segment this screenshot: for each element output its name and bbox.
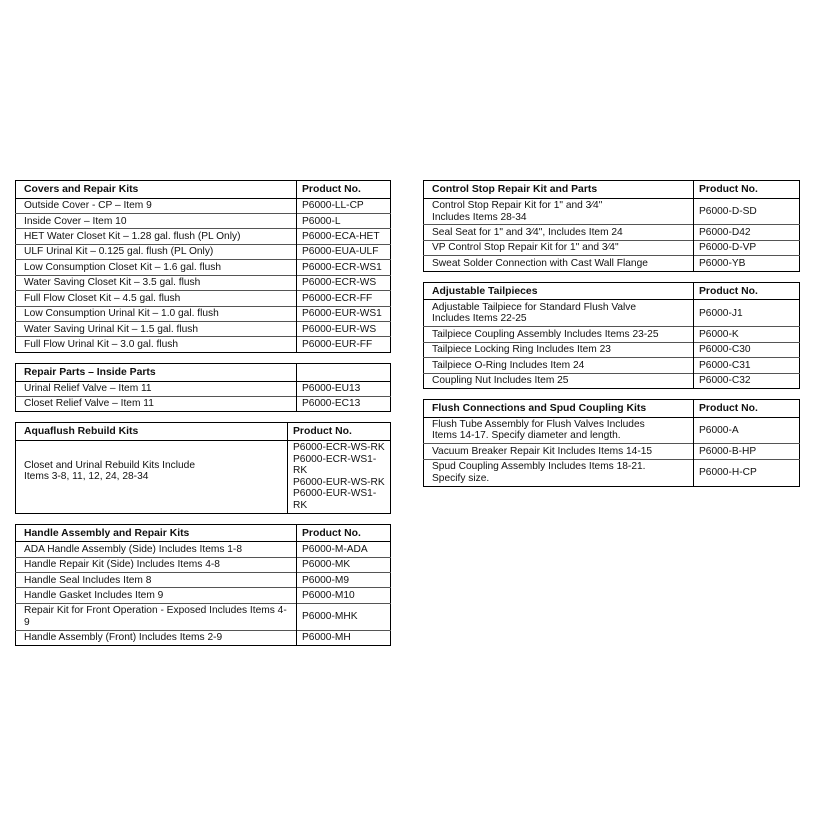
product-number: P6000-H-CP xyxy=(694,459,800,486)
table-row xyxy=(16,291,391,306)
part-description: Inside Cover – Item 10 xyxy=(16,214,297,229)
repair-parts-inside-parts-table xyxy=(15,363,391,412)
part-description: Seal Seat for 1" and 3⁄4", Includes Item 24 xyxy=(424,225,694,240)
table-row xyxy=(424,225,800,240)
part-description: Flush Tube Assembly for Flush Valves Includes Items 14-17. Specify diameter and length. xyxy=(432,419,645,442)
product-number: P6000-M-ADA xyxy=(297,542,391,557)
control-stop-repair-kit-and-parts-table xyxy=(423,180,800,272)
product-number: P6000-L xyxy=(297,214,391,229)
table-title: Repair Parts – Inside Parts xyxy=(16,363,297,381)
product-number: P6000-EUR-FF xyxy=(297,337,391,352)
product-number: P6000-LL-CP xyxy=(297,198,391,213)
handle-assembly-and-repair-kits-table xyxy=(15,524,391,647)
product-number: P6000-ECR-WS1 xyxy=(297,260,391,275)
table-row xyxy=(424,240,800,255)
left-column xyxy=(15,180,391,656)
part-description: Closet and Urinal Rebuild Kits Include Items 3-8, 11, 12, 24, 28-34 xyxy=(24,459,196,483)
product-number: P6000-MH xyxy=(297,630,391,645)
covers-and-repair-kits-table xyxy=(15,180,391,353)
table-row xyxy=(16,573,391,588)
part-description: Water Saving Urinal Kit – 1.5 gal. flush xyxy=(16,322,297,337)
product-no-header: Product No. xyxy=(297,181,391,199)
part-description: Outside Cover - CP – Item 9 xyxy=(24,200,152,212)
part-description: Handle Gasket Includes Item 9 xyxy=(16,588,297,603)
table-row xyxy=(424,300,800,327)
part-description: Spud Coupling Assembly Includes Items 18-21. Specify size. xyxy=(424,459,694,486)
table-row xyxy=(424,373,800,388)
table-row xyxy=(16,440,391,513)
product-no-header: Product No. xyxy=(694,282,800,300)
product-number: P6000-D42 xyxy=(694,225,800,240)
table-row xyxy=(16,322,391,337)
part-description: Handle Assembly (Front) Includes Items 2-9 xyxy=(16,630,297,645)
part-description: Water Saving Closet Kit – 3.5 gal. flush xyxy=(16,275,297,290)
table-row xyxy=(16,603,391,630)
part-description: Tailpiece Coupling Assembly Includes Items 23-25 xyxy=(424,327,694,342)
table-row xyxy=(424,327,800,342)
aquaflush-rebuild-kits-table xyxy=(15,422,391,513)
part-description: Vacuum Breaker Repair Kit Includes Items 14-15 xyxy=(424,444,694,459)
table-row xyxy=(16,630,391,645)
table-row xyxy=(424,459,800,486)
product-number: P6000-EUA-ULF xyxy=(297,244,391,259)
table-row xyxy=(16,542,391,557)
product-no-header xyxy=(297,363,391,381)
table-title: Aquaflush Rebuild Kits xyxy=(16,423,288,441)
product-number: P6000-MHK xyxy=(297,603,391,630)
table-row xyxy=(16,229,391,244)
table-title: Control Stop Repair Kit and Parts xyxy=(424,181,694,199)
table-row xyxy=(424,358,800,373)
product-number: P6000-EC13 xyxy=(297,396,391,411)
product-no-header: Product No. xyxy=(694,399,800,417)
table-row xyxy=(16,214,391,229)
product-number: P6000-C32 xyxy=(694,373,800,388)
table-row xyxy=(16,337,391,352)
table-row xyxy=(16,244,391,259)
part-description: Coupling Nut Includes Item 25 xyxy=(424,373,694,388)
part-description: VP Control Stop Repair Kit for 1" and 3⁄4" xyxy=(424,240,694,255)
product-number: P6000-ECR-FF xyxy=(297,291,391,306)
table-row xyxy=(16,306,391,321)
product-number: P6000-MK xyxy=(297,557,391,572)
product-number: P6000-A xyxy=(694,417,800,444)
product-number: P6000-C30 xyxy=(694,342,800,357)
part-description: Low Consumption Urinal Kit – 1.0 gal. flush xyxy=(16,306,297,321)
product-number: P6000-EU13 xyxy=(297,381,391,396)
product-number: P6000-ECA-HET xyxy=(297,229,391,244)
table-row xyxy=(424,198,800,225)
part-description: Handle Seal Includes Item 8 xyxy=(16,573,297,588)
product-no-header: Product No. xyxy=(288,423,391,441)
table-row xyxy=(16,260,391,275)
adjustable-tailpieces-table xyxy=(423,282,800,389)
table-row xyxy=(16,275,391,290)
part-description: Tailpiece O-Ring Includes Item 24 xyxy=(424,358,694,373)
part-description: Tailpiece Locking Ring Includes Item 23 xyxy=(424,342,694,357)
part-description: Full Flow Urinal Kit – 3.0 gal. flush xyxy=(16,337,297,352)
part-description: Urinal Relief Valve – Item 11 xyxy=(24,383,152,394)
product-number: P6000-YB xyxy=(694,256,800,271)
table-row xyxy=(424,342,800,357)
part-description: Full Flow Closet Kit – 4.5 gal. flush xyxy=(16,291,297,306)
product-number: P6000-J1 xyxy=(694,300,800,327)
table-title: Covers and Repair Kits xyxy=(16,181,297,199)
part-description: Adjustable Tailpiece for Standard Flush Valve Includes Items 22-25 xyxy=(432,301,637,325)
product-number: P6000-K xyxy=(694,327,800,342)
product-number: P6000-EUR-WS1 xyxy=(297,306,391,321)
table-row xyxy=(424,417,800,444)
product-number: P6000-M10 xyxy=(297,588,391,603)
table-row xyxy=(16,198,391,213)
product-number: P6000-D-VP xyxy=(694,240,800,255)
table-title: Flush Connections and Spud Coupling Kits xyxy=(424,399,694,417)
table-row xyxy=(16,396,391,411)
part-description: Repair Kit for Front Operation - Exposed Includes Items 4-9 xyxy=(16,603,297,630)
product-number: P6000-D-SD xyxy=(694,198,800,225)
table-row xyxy=(424,256,800,271)
part-description: Handle Repair Kit (Side) Includes Items 4-8 xyxy=(16,557,297,572)
part-description: Sweat Solder Connection with Cast Wall Flange xyxy=(424,256,694,271)
product-number: P6000-EUR-WS xyxy=(297,322,391,337)
product-no-header: Product No. xyxy=(694,181,800,199)
product-number: P6000-M9 xyxy=(297,573,391,588)
table-title: Adjustable Tailpieces xyxy=(424,282,694,300)
table-row xyxy=(16,381,391,396)
table-row xyxy=(16,557,391,572)
flush-connections-and-spud-coupling-kits-table xyxy=(423,399,800,487)
part-description: Closet Relief Valve – Item 11 xyxy=(16,396,297,411)
right-column xyxy=(423,180,800,497)
table-title: Handle Assembly and Repair Kits xyxy=(16,524,297,542)
product-no-header: Product No. xyxy=(297,524,391,542)
part-description: Low Consumption Closet Kit – 1.6 gal. flush xyxy=(16,260,297,275)
product-number: P6000-ECR-WS-RK P6000-ECR-WS1-RK P6000-EUR-WS-RK P6000-EUR-WS1-RK xyxy=(288,440,391,513)
product-number: P6000-C31 xyxy=(694,358,800,373)
table-row xyxy=(16,588,391,603)
product-number: P6000-B-HP xyxy=(694,444,800,459)
part-description: ULF Urinal Kit – 0.125 gal. flush (PL Only) xyxy=(16,244,297,259)
product-number: P6000-ECR-WS xyxy=(297,275,391,290)
table-row xyxy=(424,444,800,459)
part-description: HET Water Closet Kit – 1.28 gal. flush (PL Only) xyxy=(16,229,297,244)
part-description: Control Stop Repair Kit for 1" and 3⁄4" Includes Items 28-34 xyxy=(432,200,603,223)
part-description: ADA Handle Assembly (Side) Includes Items 1-8 xyxy=(24,543,242,555)
